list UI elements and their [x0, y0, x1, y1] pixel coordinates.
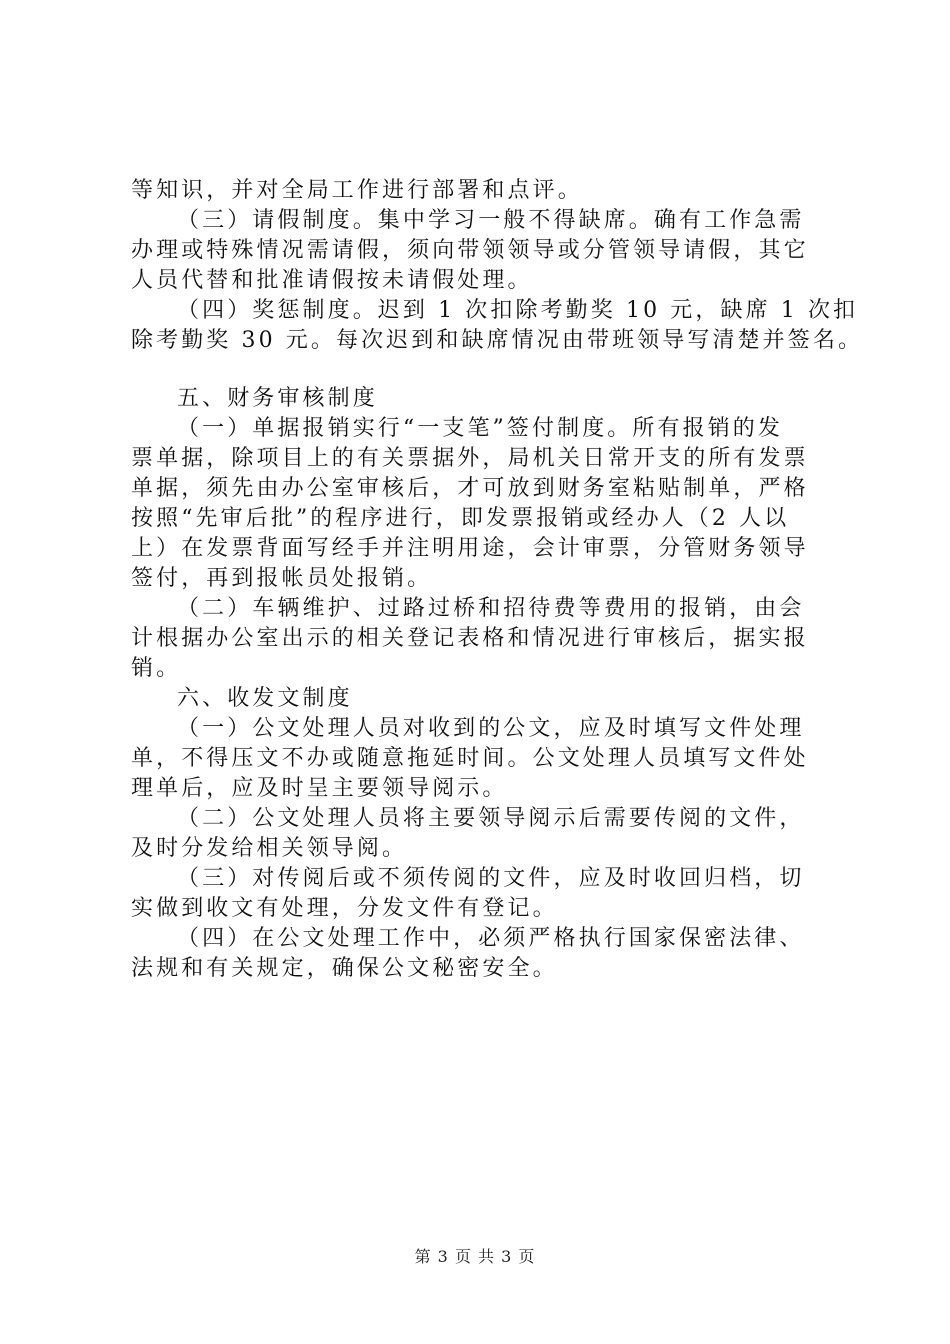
- paragraph-leave-policy: [131, 206, 831, 296]
- text-line: 法规和有关规定，确保公文秘密安全。: [131, 956, 558, 981]
- text-line: 及时分发给相关领导阅。: [131, 836, 408, 861]
- text-line: （三）对传阅后或不须传阅的文件，应及时收回归档，切: [177, 866, 805, 891]
- text-line: 办理或特殊情况需请假，须向带领领导或分管领导请假，其它: [131, 238, 809, 263]
- section-spacer: [131, 356, 831, 384]
- text-line: 实做到收文有处理，分发文件有登记。: [131, 896, 558, 921]
- paragraph-document-circulation: [131, 804, 831, 864]
- section-heading: 六、收发文制度: [177, 686, 353, 711]
- paragraph-confidentiality: [131, 924, 831, 984]
- text-line: （二）公文处理人员将主要领导阅示后需要传阅的文件，: [177, 806, 805, 831]
- paragraph-single-pen-signing: [131, 414, 831, 594]
- text-line: 票单据，除项目上的有关票据外，局机关日常开支的所有发票: [131, 446, 809, 471]
- paragraph-vehicle-expense-reimbursement: [131, 594, 831, 684]
- text-line: 单，不得压文不办或随意拖延时间。公文处理人员填写文件处: [131, 746, 809, 771]
- document-body: [131, 176, 864, 984]
- paragraph-study-content-end: [131, 176, 831, 206]
- text-line: 等知识，并对全局工作进行部署和点评。: [131, 178, 583, 203]
- paragraph-document-archiving: [131, 864, 831, 924]
- page-number: 第 3 页 共 3 页: [414, 1247, 536, 1266]
- section-heading-document-handling: [131, 684, 831, 714]
- text-line: 单据，须先由办公室审核后，才可放到财务室粘贴制单，严格: [131, 476, 809, 501]
- text-line: 人员代替和批准请假按未请假处理。: [131, 268, 533, 293]
- text-line: （二）车辆维护、过路过桥和招待费等费用的报销，由会: [177, 596, 805, 621]
- text-line: （一）单据报销实行“一支笔”签付制度。所有报销的发: [177, 416, 783, 441]
- text-line: 签付，再到报帐员处报销。: [131, 566, 433, 591]
- text-line: 按照“先审后批”的程序进行，即发票报销或经办人（2 人以: [131, 506, 790, 531]
- text-line: 除考勤奖 30 元。每次迟到和缺席情况由带班领导写清楚并签名。: [131, 328, 864, 353]
- text-line: 计根据办公室出示的相关登记表格和情况进行审核后，据实报: [131, 626, 809, 651]
- paragraph-incoming-document-processing: [131, 714, 831, 804]
- paragraph-reward-penalty-policy: [131, 296, 864, 356]
- text-line: 销。: [131, 656, 182, 681]
- text-line: （四）奖惩制度。迟到 1 次扣除考勤奖 10 元，缺席 1 次扣: [177, 298, 859, 323]
- text-line: 理单后，应及时呈主要领导阅示。: [131, 776, 508, 801]
- section-heading: 五、财务审核制度: [177, 386, 378, 411]
- page-footer: [0, 1244, 950, 1267]
- text-line: （一）公文处理人员对收到的公文，应及时填写文件处理: [177, 716, 805, 741]
- text-line: （四）在公文处理工作中，必须严格执行国家保密法律、: [177, 926, 805, 951]
- text-line: 上）在发票背面写经手并注明用途，会计审票，分管财务领导: [131, 536, 809, 561]
- text-line: （三）请假制度。集中学习一般不得缺席。确有工作急需: [177, 208, 805, 233]
- section-heading-finance-audit: [131, 384, 831, 414]
